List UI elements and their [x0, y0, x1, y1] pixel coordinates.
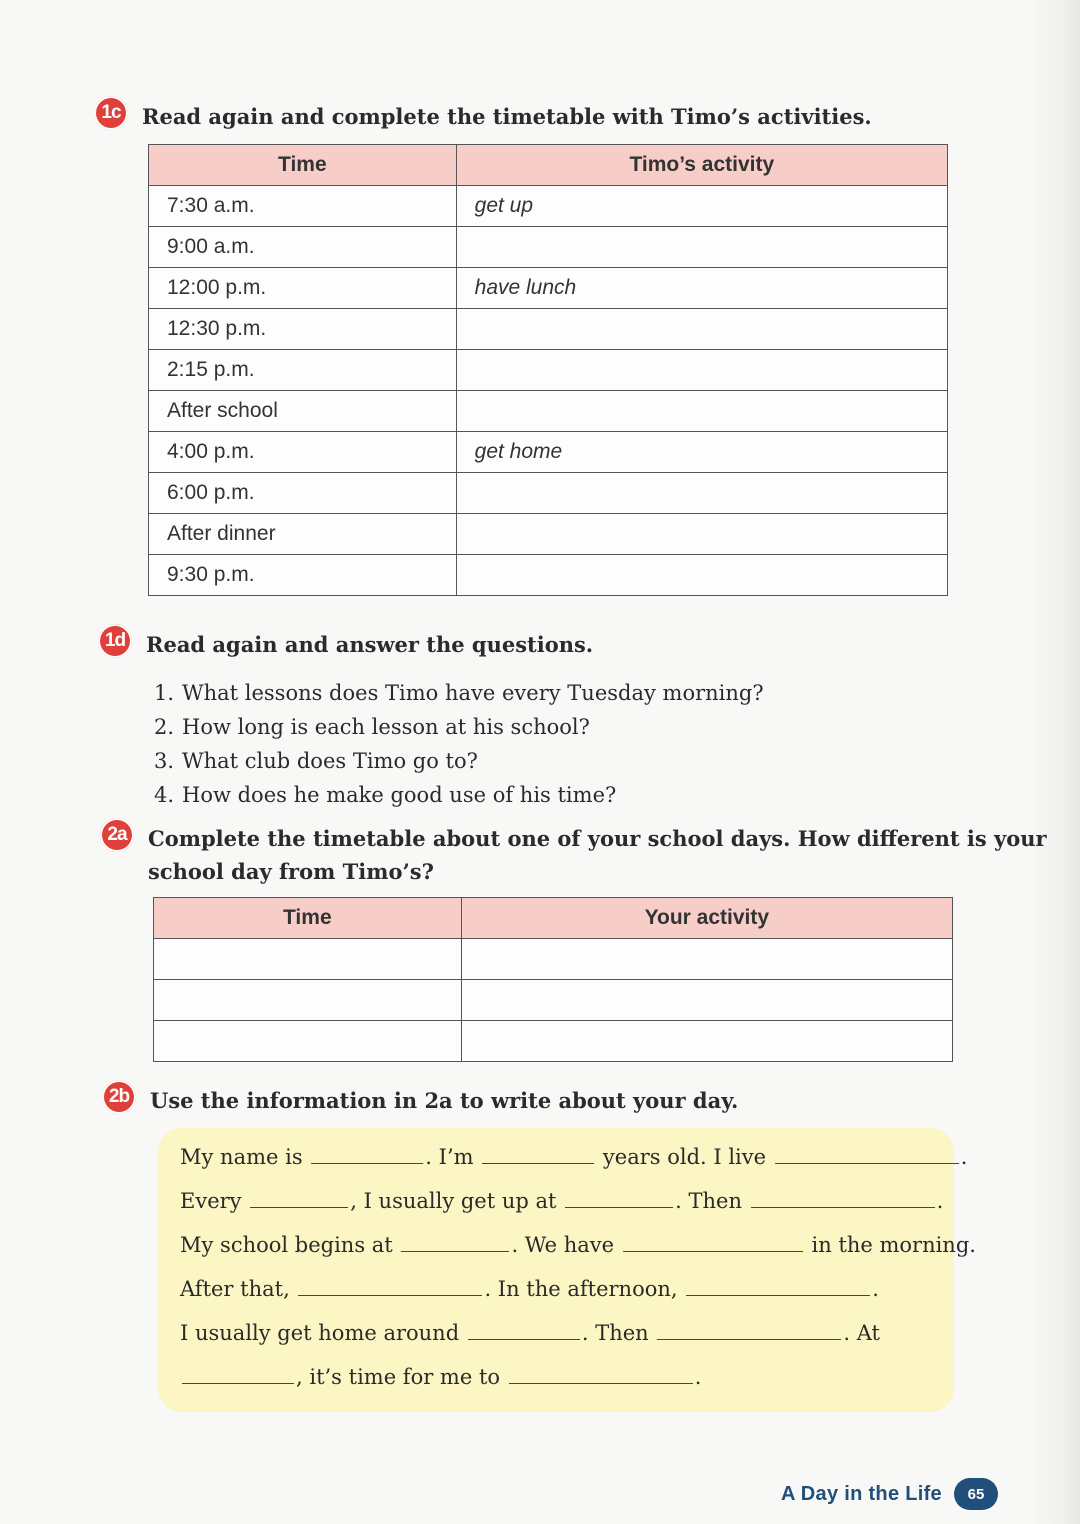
writing-text: , I usually get up at [350, 1189, 557, 1213]
your-timetable [153, 897, 953, 1062]
timos-timetable [148, 144, 948, 596]
writing-text: My school begins at [180, 1233, 393, 1257]
writing-text: . I’m [425, 1145, 474, 1169]
fill-in-blank[interactable] [482, 1143, 594, 1164]
section-1c-instruction: Read again and complete the timetable with Timo’s activities. [142, 104, 872, 129]
section-1c-heading [94, 100, 872, 134]
writing-text: . Then [675, 1189, 742, 1213]
activity-cell[interactable] [461, 980, 952, 1021]
page-number-badge: 65 [954, 1478, 998, 1510]
fill-in-blank[interactable] [311, 1143, 423, 1164]
activity-cell[interactable]: have lunch [456, 268, 947, 309]
fill-in-blank[interactable] [775, 1143, 959, 1164]
fill-in-blank[interactable] [751, 1187, 935, 1208]
writing-text: Every [180, 1189, 242, 1213]
table-row [149, 555, 948, 596]
section-2a-heading [100, 822, 1047, 888]
activity-cell[interactable] [461, 939, 952, 980]
page-footer [781, 1478, 998, 1510]
section-1d-instruction: Read again and answer the questions. [146, 632, 594, 657]
table-row [149, 309, 948, 350]
fill-in-blank[interactable] [468, 1319, 580, 1340]
section-2a-instruction-line1: Complete the timetable about one of your school days. How different is your [148, 826, 1047, 851]
section-2a-instruction [148, 822, 1047, 888]
activity-cell[interactable] [456, 391, 947, 432]
table-row [149, 514, 948, 555]
writing-text: in the morning. [811, 1233, 976, 1257]
writing-text: . [936, 1189, 944, 1213]
table-row [154, 980, 953, 1021]
section-1d-heading [98, 628, 593, 662]
activity-cell[interactable] [456, 227, 947, 268]
time-cell: 9:30 p.m. [149, 555, 457, 596]
activity-cell[interactable] [456, 555, 947, 596]
writing-line-1 [180, 1142, 968, 1172]
fill-in-blank[interactable] [182, 1363, 294, 1384]
question-number: 4. [154, 783, 175, 807]
time-cell[interactable] [154, 980, 462, 1021]
question-text: What club does Timo go to? [182, 749, 478, 773]
timetable-header-row [154, 898, 953, 939]
section-badge-1d: 1d [98, 624, 132, 658]
writing-text: . [872, 1277, 879, 1301]
writing-text: , it’s time for me to [296, 1365, 501, 1389]
writing-text: After that, [180, 1277, 290, 1301]
activity-cell[interactable]: get home [456, 432, 947, 473]
column-header-time: Time [154, 898, 462, 939]
section-2a-instruction-line2: school day from Timo’s? [148, 859, 434, 884]
question-number: 3. [154, 749, 175, 773]
writing-line-3 [180, 1230, 976, 1260]
list-item [154, 744, 764, 778]
table-row [154, 939, 953, 980]
fill-in-blank[interactable] [686, 1275, 870, 1296]
fill-in-blank[interactable] [565, 1187, 673, 1208]
writing-text: I usually get home around [180, 1321, 460, 1345]
time-cell: After school [149, 391, 457, 432]
table-row [149, 473, 948, 514]
activity-cell[interactable] [456, 350, 947, 391]
time-cell: 12:30 p.m. [149, 309, 457, 350]
list-item [154, 778, 764, 812]
list-item [154, 676, 764, 710]
list-item [154, 710, 764, 744]
time-cell[interactable] [154, 1021, 462, 1062]
writing-text: . [960, 1145, 968, 1169]
time-cell: 4:00 p.m. [149, 432, 457, 473]
section-badge-2a: 2a [100, 818, 134, 852]
column-header-your-activity: Your activity [461, 898, 952, 939]
timetable-header-row [149, 145, 948, 186]
table-row [149, 432, 948, 473]
writing-text: . We have [511, 1233, 615, 1257]
unit-title: A Day in the Life [780, 1482, 942, 1505]
table-row [149, 350, 948, 391]
writing-text: years old. I live [602, 1145, 767, 1169]
writing-text: . At [843, 1321, 880, 1345]
question-text: What lessons does Timo have every Tuesday morning? [182, 681, 764, 705]
fill-in-blank[interactable] [657, 1319, 841, 1340]
writing-line-6 [180, 1362, 934, 1392]
writing-text: My name is [180, 1145, 303, 1169]
time-cell: 9:00 a.m. [149, 227, 457, 268]
activity-cell[interactable] [461, 1021, 952, 1062]
question-number: 1. [154, 681, 175, 705]
writing-line-5 [180, 1318, 934, 1348]
time-cell: 2:15 p.m. [149, 350, 457, 391]
writing-line-2 [180, 1186, 944, 1216]
fill-in-blank[interactable] [401, 1231, 509, 1252]
question-text: How does he make good use of his time? [182, 783, 617, 807]
section-badge-2b: 2b [102, 1080, 136, 1114]
page-edge-shadow [1032, 0, 1080, 1524]
time-cell: 6:00 p.m. [149, 473, 457, 514]
time-cell: 12:00 p.m. [149, 268, 457, 309]
table-row [149, 391, 948, 432]
question-number: 2. [154, 715, 175, 739]
fill-in-blank[interactable] [298, 1275, 482, 1296]
section-2b-heading [102, 1084, 738, 1118]
writing-frame [158, 1128, 976, 1412]
table-row [149, 268, 948, 309]
fill-in-blank[interactable] [250, 1187, 348, 1208]
fill-in-blank[interactable] [623, 1231, 803, 1252]
column-header-time: Time [149, 145, 457, 186]
section-badge-1c: 1c [94, 96, 128, 130]
column-header-activity: Timo’s activity [456, 145, 947, 186]
activity-cell[interactable] [456, 473, 947, 514]
activity-cell[interactable]: get up [456, 186, 947, 227]
activity-cell[interactable] [456, 309, 947, 350]
writing-text: . In the afternoon, [484, 1277, 678, 1301]
time-cell[interactable] [154, 939, 462, 980]
writing-line-4 [180, 1274, 934, 1304]
fill-in-blank[interactable] [509, 1363, 693, 1384]
writing-text: . Then [581, 1321, 649, 1345]
question-text: How long is each lesson at his school? [182, 715, 590, 739]
time-cell: After dinner [149, 514, 457, 555]
table-row [154, 1021, 953, 1062]
question-list [154, 676, 764, 812]
activity-cell[interactable] [456, 514, 947, 555]
table-row [149, 186, 948, 227]
writing-text: . [694, 1365, 702, 1389]
section-2b-instruction: Use the information in 2a to write about your day. [150, 1088, 739, 1113]
time-cell: 7:30 a.m. [149, 186, 457, 227]
table-row [149, 227, 948, 268]
